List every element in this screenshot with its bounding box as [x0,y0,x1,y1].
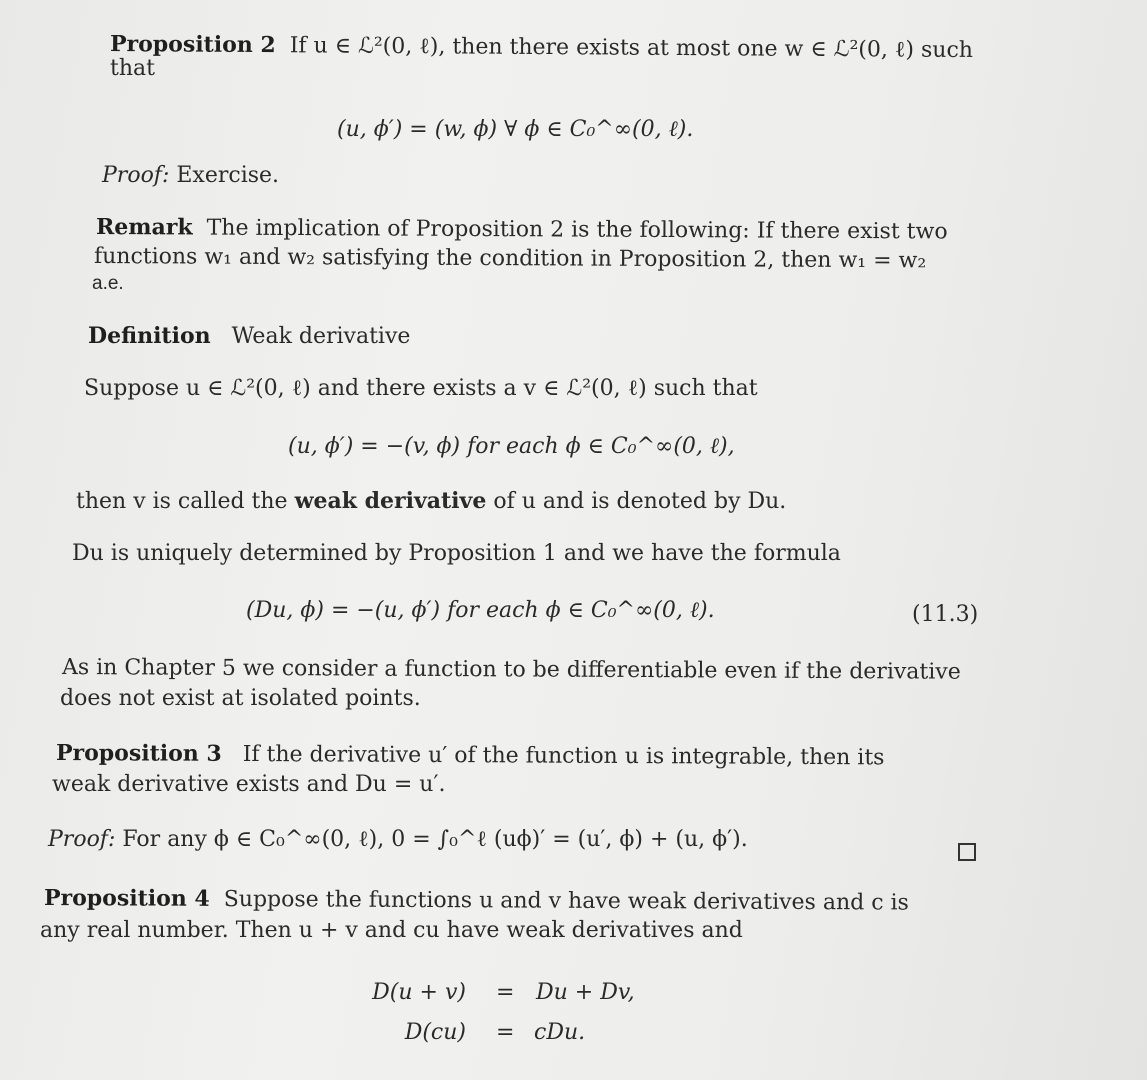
chapter-note-line-1: As in Chapter 5 we consider a function to be differentiable even if the derivative [61,655,961,685]
equation-2-right: cDu. [534,1020,586,1045]
proposition-2-statement: If u ∈ ℒ²(0, ℓ), then there exists at most one w ∈ ℒ²(0, ℓ) such [289,33,974,64]
remark-line-2: functions w₁ and w₂ satisfying the condition in Proposition 2, then w₁ = w₂ [93,244,927,274]
definition-line-3: Du is uniquely determined by Proposition 1 and we have the formula [72,541,841,566]
definition-line-2-start: then v is called the [76,489,295,514]
proposition-2-title: Proposition 2 [109,31,276,59]
equation-1-left: D(u + v) [372,980,466,1005]
proof-text: Exercise. [176,163,280,188]
definition-line-2-end: of u and is denoted by Du. [486,489,787,514]
definition-subtitle: Weak derivative [231,324,411,349]
proposition-3-statement: If the derivative u′ of the function u is integrable, then its [242,741,885,771]
proof-label: Proof: [48,827,116,852]
proof-text: For any ϕ ∈ C₀^∞(0, ℓ), 0 = ∫₀^ℓ (uϕ)′ = (u′, ϕ) + (u, ϕ′). [122,827,748,852]
proposition-2-line-2: that [110,56,155,81]
remark-line-1 [96,213,948,246]
equation-2-equals: = [496,1020,515,1045]
formula-11-3: (Du, ϕ) = −(u, ϕ′) for each ϕ ∈ C₀^∞(0, ℓ). [246,598,715,623]
chapter-note-line-2: does not exist at isolated points. [60,686,421,711]
proposition-3-line-2: weak derivative exists and Du = u′. [52,772,446,797]
remark-text-1: The implication of Proposition 2 is the following: If there exist two [206,215,948,245]
weak-derivative-term: weak derivative [294,488,487,514]
proposition-4-line-2: any real number. Then u + v and cu have weak derivatives and [40,918,743,943]
definition-equation: (u, ϕ′) = −(v, ϕ) for each ϕ ∈ C₀^∞(0, ℓ), [288,434,735,459]
qed-box-icon [958,843,976,861]
equation-number: (11.3) [912,602,979,627]
proposition-2-line-1 [110,30,973,65]
remark-title: Remark [95,214,193,241]
equation-2-left: D(cu) [404,1020,466,1045]
proposition-3-proof [48,826,748,854]
equation-1-equals: = [496,980,515,1005]
proof-label: Proof: [102,163,170,188]
definition-line-2 [76,487,786,516]
proposition-2-equation: (u, ϕ′) = (w, ϕ) ∀ ϕ ∈ C₀^∞(0, ℓ). [337,117,694,142]
definition-title: Definition [88,323,211,349]
definition-line-1: Suppose u ∈ ℒ²(0, ℓ) and there exists a v ∈ ℒ²(0, ℓ) such that [84,376,758,401]
proposition-4-statement: Suppose the functions u and v have weak derivatives and c is [223,886,909,916]
proposition-3-line-1 [56,739,885,772]
proposition-4-title: Proposition 4 [43,885,210,912]
definition-heading [88,322,410,351]
remark-line-3: a.e. [92,273,124,294]
equation-1-right: Du + Dv, [536,980,635,1005]
proposition-2-proof [102,162,279,190]
proposition-4-line-1 [44,884,909,918]
proposition-3-title: Proposition 3 [55,740,222,767]
